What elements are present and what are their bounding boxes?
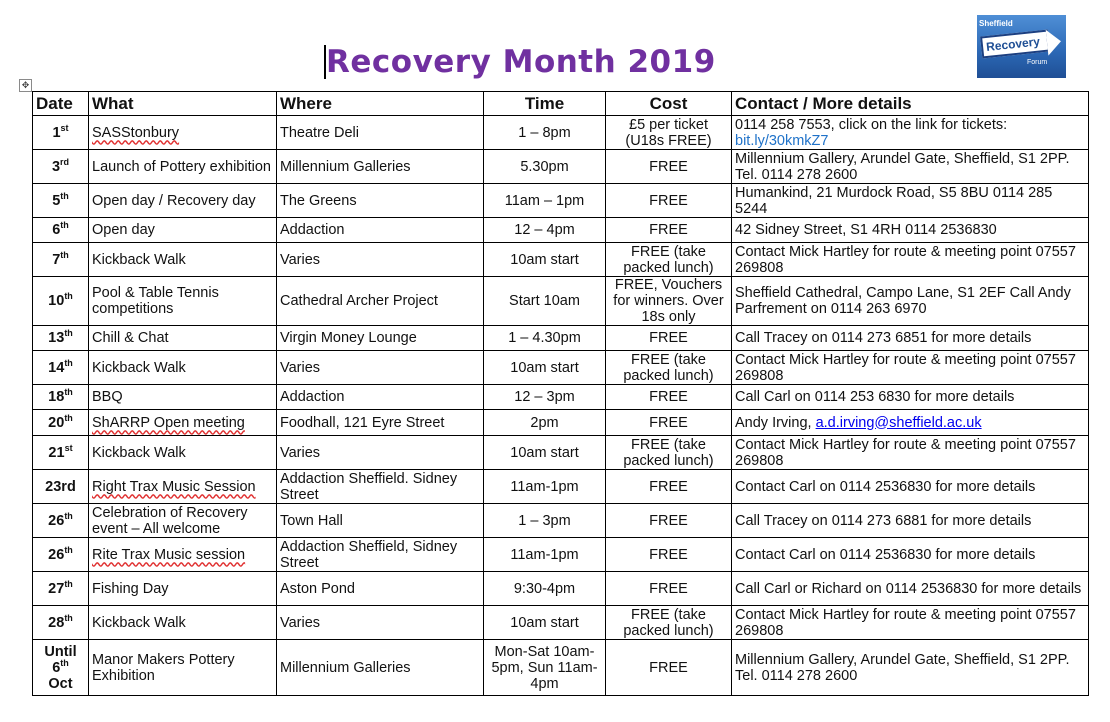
event-where: Foodhall, 121 Eyre Street — [277, 410, 484, 436]
email-link[interactable]: a.d.irving@sheffield.ac.uk — [815, 414, 982, 431]
event-where: Town Hall — [277, 504, 484, 538]
table-row — [33, 504, 1089, 538]
event-cost: FREE — [606, 326, 732, 351]
table-row — [33, 470, 1089, 504]
event-where: Theatre Deli — [277, 116, 484, 150]
event-time: 11am-1pm — [484, 538, 606, 572]
table-row — [33, 410, 1089, 436]
table-row — [33, 436, 1089, 470]
event-date: 3rd — [33, 150, 89, 184]
logo-line1: Sheffield — [979, 19, 1013, 28]
header-what: What — [89, 92, 277, 116]
event-where: Varies — [277, 243, 484, 277]
header-date: Date — [33, 92, 89, 116]
event-what: ShARRP Open meeting — [89, 410, 277, 436]
event-date: 14th — [33, 351, 89, 385]
event-cost: FREE (take packed lunch) — [606, 243, 732, 277]
event-time: Start 10am — [484, 277, 606, 326]
event-date: 1st — [33, 116, 89, 150]
event-where: Addaction — [277, 385, 484, 410]
event-what: Open day / Recovery day — [89, 184, 277, 218]
logo-sign-text: Recovery — [985, 34, 1041, 54]
table-row — [33, 326, 1089, 351]
event-date: 27th — [33, 572, 89, 606]
event-what: Rite Trax Music session — [89, 538, 277, 572]
event-time: 11am-1pm — [484, 470, 606, 504]
table-row — [33, 116, 1089, 150]
event-date: 10th — [33, 277, 89, 326]
table-row — [33, 572, 1089, 606]
event-where: Addaction — [277, 218, 484, 243]
event-contact: Millennium Gallery, Arundel Gate, Sheffield, S1 2PP. Tel. 0114 278 2600 — [732, 640, 1089, 696]
event-time: 2pm — [484, 410, 606, 436]
event-cost: FREE — [606, 184, 732, 218]
event-time: Mon-Sat 10am-5pm, Sun 11am-4pm — [484, 640, 606, 696]
event-contact: Contact Mick Hartley for route & meeting point 07557 269808 — [732, 243, 1089, 277]
event-cost: FREE — [606, 470, 732, 504]
table-row — [33, 218, 1089, 243]
tickets-link[interactable]: bit.ly/30kmkZ7 — [735, 132, 829, 149]
event-date: 7th — [33, 243, 89, 277]
event-time: 10am start — [484, 351, 606, 385]
header-cost: Cost — [606, 92, 732, 116]
event-where: Virgin Money Lounge — [277, 326, 484, 351]
event-what: Open day — [89, 218, 277, 243]
event-date: 21st — [33, 436, 89, 470]
header-time: Time — [484, 92, 606, 116]
event-time: 1 – 8pm — [484, 116, 606, 150]
table-row — [33, 150, 1089, 184]
event-cost: FREE (take packed lunch) — [606, 351, 732, 385]
event-where: The Greens — [277, 184, 484, 218]
event-what: Manor Makers Pottery Exhibition — [89, 640, 277, 696]
event-contact: Call Carl on 0114 253 6830 for more details — [732, 385, 1089, 410]
table-row — [33, 538, 1089, 572]
event-contact: Sheffield Cathedral, Campo Lane, S1 2EF Call Andy Parfrement on 0114 263 6970 — [732, 277, 1089, 326]
event-cost: FREE — [606, 504, 732, 538]
event-time: 9:30-4pm — [484, 572, 606, 606]
event-date: Until 6th Oct — [33, 640, 89, 696]
event-where: Varies — [277, 606, 484, 640]
event-where: Cathedral Archer Project — [277, 277, 484, 326]
events-table — [32, 91, 1089, 696]
sheffield-recovery-forum-logo — [977, 15, 1066, 78]
event-cost: FREE — [606, 150, 732, 184]
event-time: 11am – 1pm — [484, 184, 606, 218]
table-row — [33, 243, 1089, 277]
event-contact: Humankind, 21 Murdock Road, S5 8BU 0114 285 5244 — [732, 184, 1089, 218]
table-row — [33, 640, 1089, 696]
event-time: 10am start — [484, 436, 606, 470]
event-what: Pool & Table Tennis competitions — [89, 277, 277, 326]
event-contact: Contact Carl on 0114 2536830 for more details — [732, 538, 1089, 572]
event-date: 13th — [33, 326, 89, 351]
event-date: 26th — [33, 504, 89, 538]
event-cost: FREE (take packed lunch) — [606, 436, 732, 470]
event-where: Addaction Sheffield. Sidney Street — [277, 470, 484, 504]
event-contact: Contact Carl on 0114 2536830 for more details — [732, 470, 1089, 504]
event-contact: 42 Sidney Street, S1 4RH 0114 2536830 — [732, 218, 1089, 243]
event-what: Kickback Walk — [89, 606, 277, 640]
event-cost: FREE — [606, 640, 732, 696]
event-contact: Contact Mick Hartley for route & meeting point 07557 269808 — [732, 436, 1089, 470]
event-cost: FREE — [606, 218, 732, 243]
event-cost: FREE, Vouchers for winners. Over 18s only — [606, 277, 732, 326]
event-what: Kickback Walk — [89, 436, 277, 470]
event-what: Right Trax Music Session — [89, 470, 277, 504]
event-cost: £5 per ticket (U18s FREE) — [606, 116, 732, 150]
table-row — [33, 385, 1089, 410]
event-cost: FREE — [606, 385, 732, 410]
table-move-handle-icon[interactable]: ✥ — [19, 79, 32, 92]
table-row — [33, 606, 1089, 640]
header-contact: Contact / More details — [732, 92, 1089, 116]
event-time: 10am start — [484, 243, 606, 277]
logo-arrow-icon — [1046, 28, 1063, 55]
event-contact: Call Tracey on 0114 273 6851 for more details — [732, 326, 1089, 351]
event-time: 1 – 3pm — [484, 504, 606, 538]
event-what: SASStonbury — [89, 116, 277, 150]
table-row — [33, 184, 1089, 218]
event-what: BBQ — [89, 385, 277, 410]
event-where: Addaction Sheffield, Sidney Street — [277, 538, 484, 572]
event-what: Celebration of Recovery event – All welcome — [89, 504, 277, 538]
event-cost: FREE (take packed lunch) — [606, 606, 732, 640]
event-date: 26th — [33, 538, 89, 572]
event-date: 6th — [33, 218, 89, 243]
event-time: 5.30pm — [484, 150, 606, 184]
event-time: 10am start — [484, 606, 606, 640]
event-contact: Call Tracey on 0114 273 6881 for more details — [732, 504, 1089, 538]
event-contact: Millennium Gallery, Arundel Gate, Sheffield, S1 2PP. Tel. 0114 278 2600 — [732, 150, 1089, 184]
logo-line2: Forum — [1027, 59, 1048, 66]
event-contact: Andy Irving, a.d.irving@sheffield.ac.uk — [732, 410, 1089, 436]
header-where: Where — [277, 92, 484, 116]
event-what: Kickback Walk — [89, 351, 277, 385]
page-title: Recovery Month 2019 — [326, 44, 716, 80]
event-time: 12 – 4pm — [484, 218, 606, 243]
logo-sign — [980, 30, 1050, 59]
event-where: Varies — [277, 351, 484, 385]
table-row — [33, 277, 1089, 326]
event-what: Fishing Day — [89, 572, 277, 606]
event-cost: FREE — [606, 538, 732, 572]
event-cost: FREE — [606, 572, 732, 606]
event-where: Millennium Galleries — [277, 640, 484, 696]
event-where: Varies — [277, 436, 484, 470]
event-what: Launch of Pottery exhibition — [89, 150, 277, 184]
event-contact: 0114 258 7553, click on the link for tickets: bit.ly/30kmkZ7 — [732, 116, 1089, 150]
event-date: 18th — [33, 385, 89, 410]
event-date: 23rd — [33, 470, 89, 504]
event-date: 20th — [33, 410, 89, 436]
event-where: Millennium Galleries — [277, 150, 484, 184]
event-cost: FREE — [606, 410, 732, 436]
event-time: 12 – 3pm — [484, 385, 606, 410]
event-contact: Contact Mick Hartley for route & meeting point 07557 269808 — [732, 606, 1089, 640]
event-contact: Contact Mick Hartley for route & meeting point 07557 269808 — [732, 351, 1089, 385]
event-contact: Call Carl or Richard on 0114 2536830 for more details — [732, 572, 1089, 606]
event-where: Aston Pond — [277, 572, 484, 606]
event-time: 1 – 4.30pm — [484, 326, 606, 351]
table-row — [33, 351, 1089, 385]
event-date: 28th — [33, 606, 89, 640]
table-header-row — [33, 92, 1089, 116]
event-what: Chill & Chat — [89, 326, 277, 351]
event-date: 5th — [33, 184, 89, 218]
event-what: Kickback Walk — [89, 243, 277, 277]
